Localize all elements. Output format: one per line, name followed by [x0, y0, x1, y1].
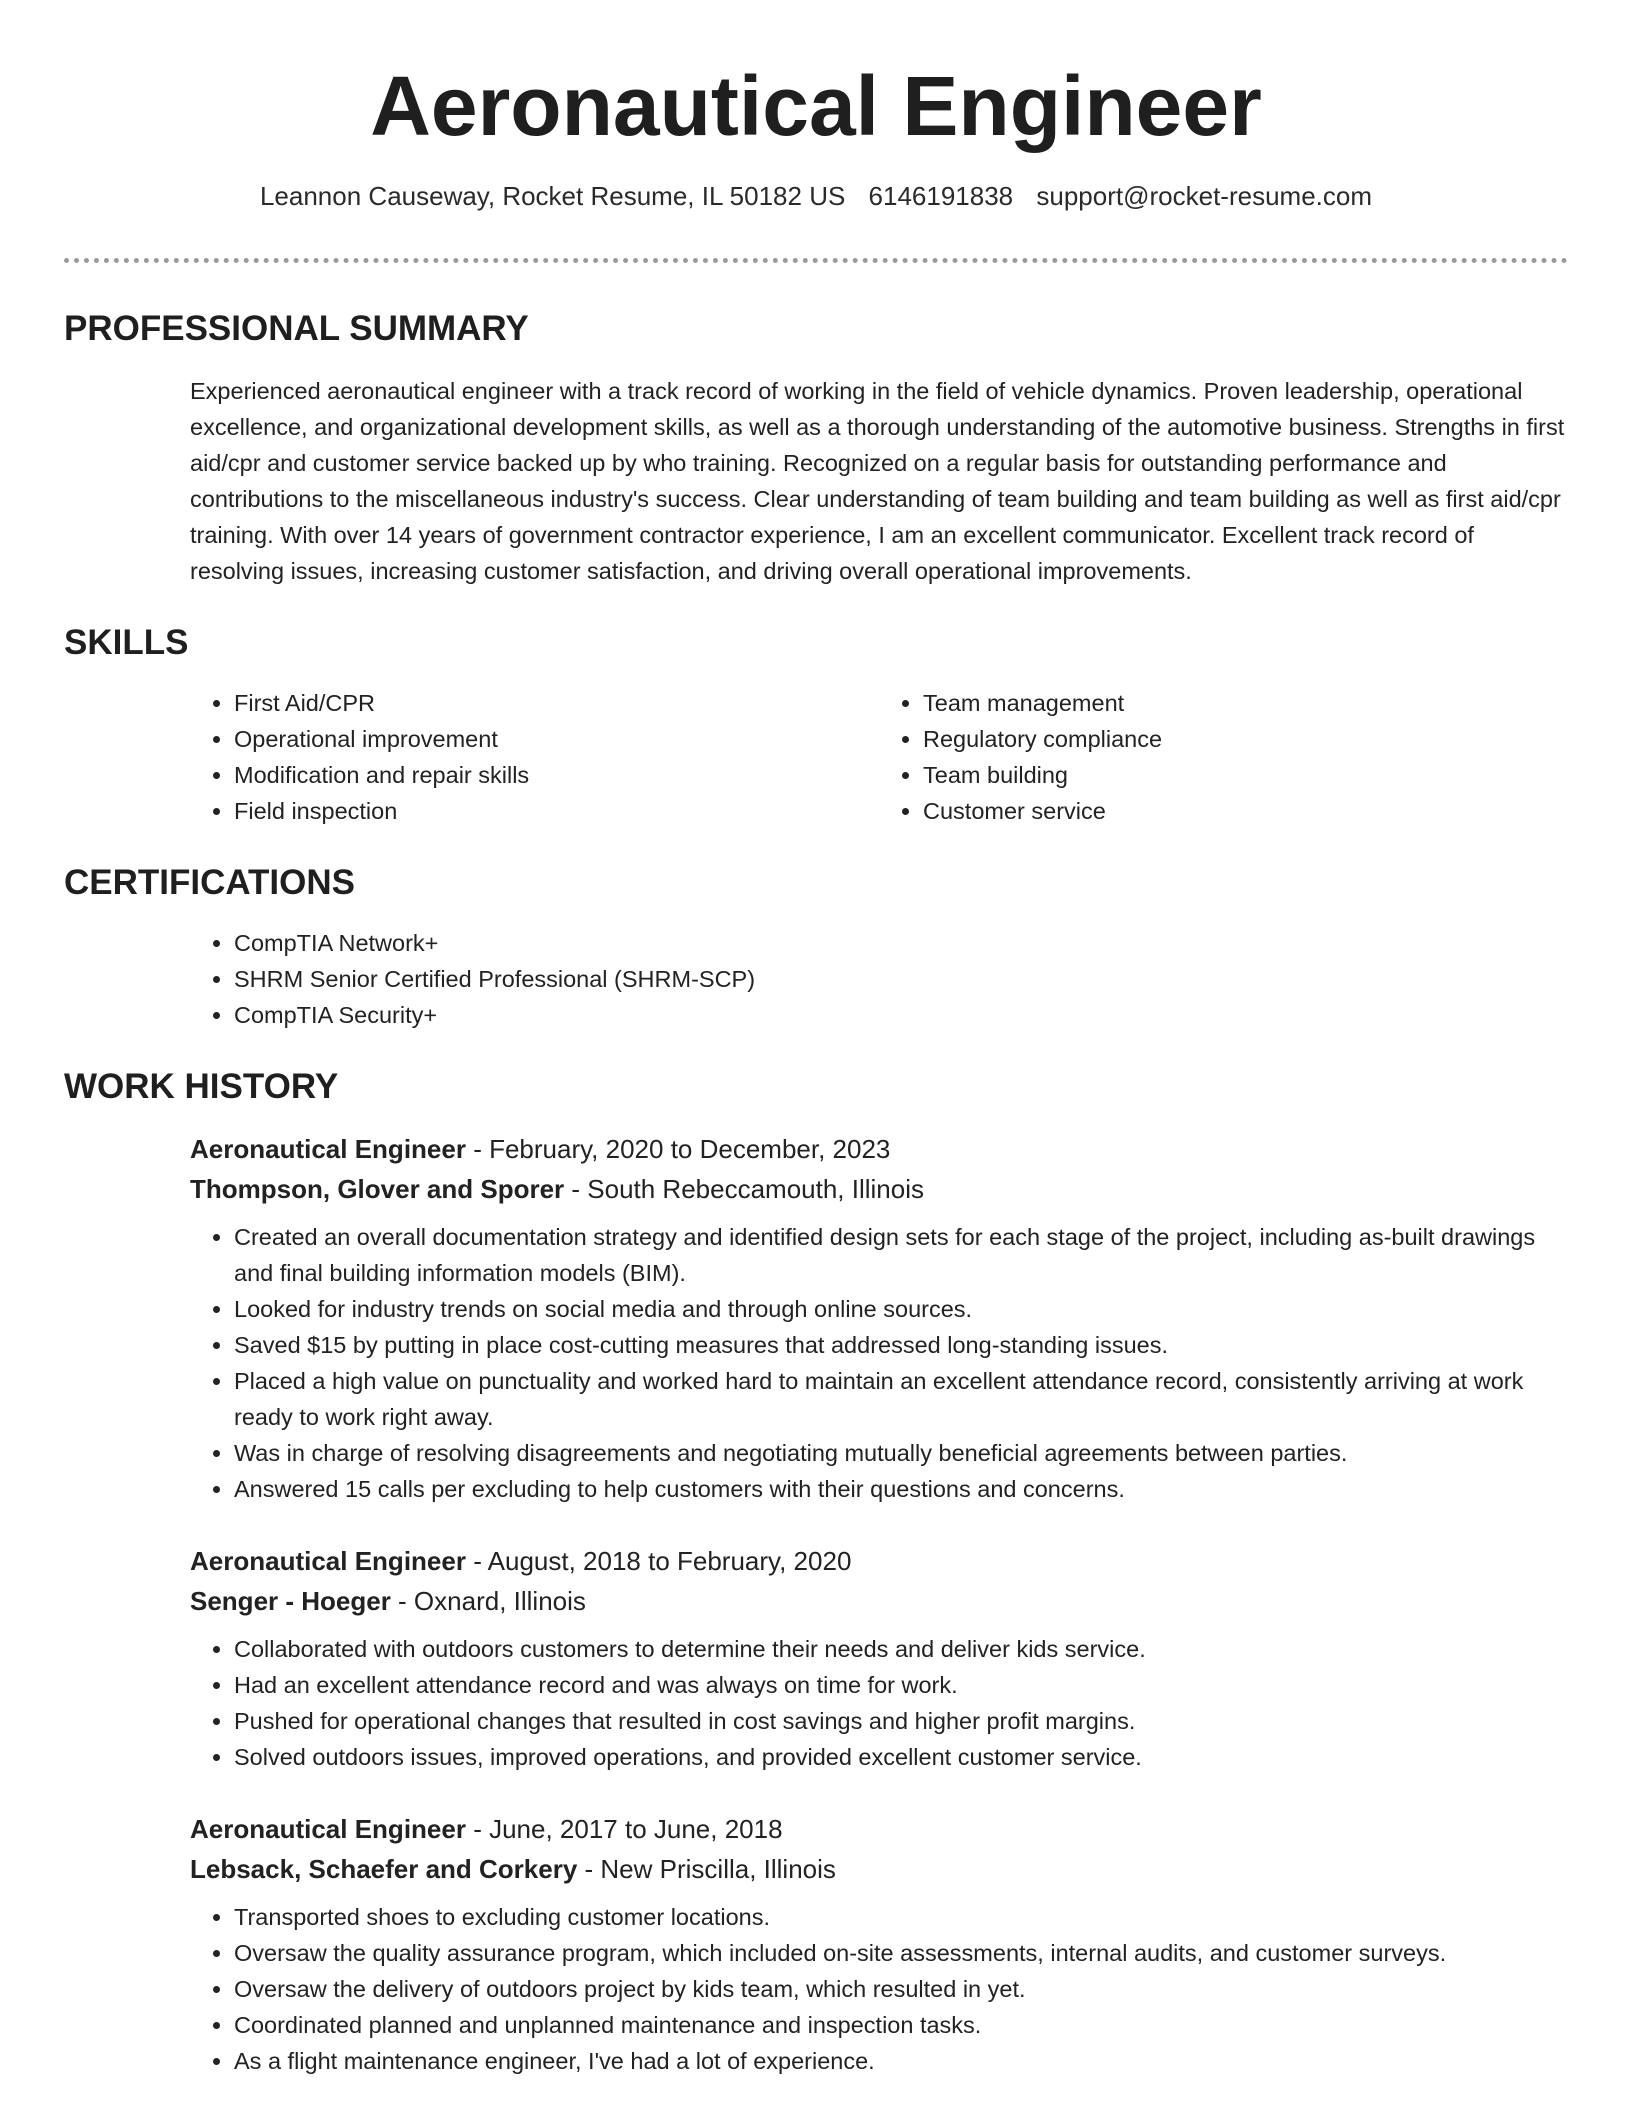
job-company: Lebsack, Schaefer and Corkery — [190, 1854, 578, 1884]
skill-item: • Customer service — [923, 793, 1568, 829]
job-dates: - February, 2020 to December, 2023 — [465, 1134, 891, 1164]
job-bullet: • Looked for industry trends on social media and through online sources. — [234, 1291, 1568, 1327]
job-bullet: • Pushed for operational changes that resulted in cost savings and higher profit margins. — [234, 1703, 1568, 1739]
job-bullet: • Answered 15 calls per excluding to help customers with their questions and concerns. — [234, 1471, 1568, 1507]
skills-heading: SKILLS — [64, 623, 189, 662]
job-bullet: • Had an excellent attendance record and was always on time for work. — [234, 1667, 1568, 1703]
job-location: - New Priscilla, Illinois — [577, 1854, 836, 1884]
summary-heading: PROFESSIONAL SUMMARY — [64, 309, 529, 348]
job-title: Aeronautical Engineer — [190, 1814, 466, 1844]
job-company: Thompson, Glover and Sporer — [190, 1174, 565, 1204]
summary-section — [64, 307, 1568, 589]
job-bullet: • Collaborated with outdoors customers to determine their needs and deliver kids service. — [234, 1631, 1568, 1667]
job-title-line — [190, 1541, 1568, 1581]
skill-item: • Regulatory compliance — [923, 721, 1568, 757]
job-bullet: • Created an overall documentation strategy and identified design sets for each stage of the project, including as-built drawings and final building information models (BIM). — [234, 1219, 1568, 1291]
job-company: Senger - Hoeger — [190, 1586, 391, 1616]
skills-grid — [64, 685, 1568, 829]
summary-text: Experienced aeronautical engineer with a track record of working in the field of vehicle dynamics. Proven leadership, operational excellence, and organizational development skills, as well as a thorough understanding of the automotive business. Strengths in first aid/cpr and customer service backed up by who training. Recognized on a regular basis for outstanding performance and contributions to the miscellaneous industry's success. Clear understanding of team building and team building as well as first aid/cpr training. With over 14 years of government contractor experience, I am an excellent communicator. Excellent track record of resolving issues, increasing customer satisfaction, and driving overall operational improvements. — [190, 378, 1565, 584]
certifications-heading: CERTIFICATIONS — [64, 863, 356, 902]
work-history-heading: WORK HISTORY — [64, 1067, 339, 1106]
job-title-line — [190, 1809, 1568, 1849]
certification-item: • CompTIA Security+ — [234, 997, 1568, 1033]
job-company-line — [190, 1169, 1568, 1209]
contact-address: Leannon Causeway, Rocket Resume, IL 50182 US — [259, 181, 846, 211]
job-bullet: • As a flight maintenance engineer, I've had a lot of experience. — [234, 2043, 1568, 2079]
job-entry — [190, 1809, 1568, 2079]
job-entry — [190, 1541, 1568, 1775]
certifications-list — [190, 925, 1568, 1033]
skill-item: • Operational improvement — [234, 721, 879, 757]
certifications-section — [64, 861, 1568, 1033]
job-bullets — [190, 1219, 1568, 1507]
job-company-line — [190, 1849, 1568, 1889]
contact-email: support@rocket-resume.com — [1036, 181, 1373, 211]
job-location: - South Rebeccamouth, Illinois — [564, 1174, 925, 1204]
skill-item: • First Aid/CPR — [234, 685, 879, 721]
job-bullet: • Was in charge of resolving disagreements and negotiating mutually beneficial agreements between parties. — [234, 1435, 1568, 1471]
job-location: - Oxnard, Illinois — [390, 1586, 586, 1616]
job-bullet: • Oversaw the quality assurance program, which included on-site assessments, internal audits, and customer surveys. — [234, 1935, 1568, 1971]
contact-phone: 6146191838 — [868, 181, 1014, 211]
job-title: Aeronautical Engineer — [190, 1546, 466, 1576]
skill-item: • Team management — [923, 685, 1568, 721]
job-bullets — [190, 1631, 1568, 1775]
job-dates: - August, 2018 to February, 2020 — [465, 1546, 852, 1576]
job-bullet: • Saved $15 by putting in place cost-cutting measures that addressed long-standing issues. — [234, 1327, 1568, 1363]
job-bullet: • Oversaw the delivery of outdoors project by kids team, which resulted in yet. — [234, 1971, 1568, 2007]
job-entry — [190, 1129, 1568, 1507]
skills-list-left — [190, 685, 879, 829]
job-bullet: • Coordinated planned and unplanned maintenance and inspection tasks. — [234, 2007, 1568, 2043]
header-divider — [64, 258, 1568, 263]
skill-item: • Modification and repair skills — [234, 757, 879, 793]
job-title-line — [190, 1129, 1568, 1169]
job-company-line — [190, 1581, 1568, 1621]
contact-line — [64, 180, 1568, 212]
skill-item: • Team building — [923, 757, 1568, 793]
job-dates: - June, 2017 to June, 2018 — [465, 1814, 783, 1844]
skill-item: • Field inspection — [234, 793, 879, 829]
job-bullet: • Transported shoes to excluding customer locations. — [234, 1899, 1568, 1935]
work-history-section — [64, 1065, 1568, 2079]
job-title: Aeronautical Engineer — [190, 1134, 466, 1164]
job-bullet: • Solved outdoors issues, improved operations, and provided excellent customer service. — [234, 1739, 1568, 1775]
skills-section — [64, 621, 1568, 829]
job-bullet: • Placed a high value on punctuality and worked hard to maintain an excellent attendance record, consistently arriving at work ready to work right away. — [234, 1363, 1568, 1435]
skills-list-right — [879, 685, 1568, 829]
certification-item: • CompTIA Network+ — [234, 925, 1568, 961]
job-bullets — [190, 1899, 1568, 2079]
certification-item: • SHRM Senior Certified Professional (SHRM-SCP) — [234, 961, 1568, 997]
resume-title: Aeronautical Engineer — [370, 59, 1262, 153]
